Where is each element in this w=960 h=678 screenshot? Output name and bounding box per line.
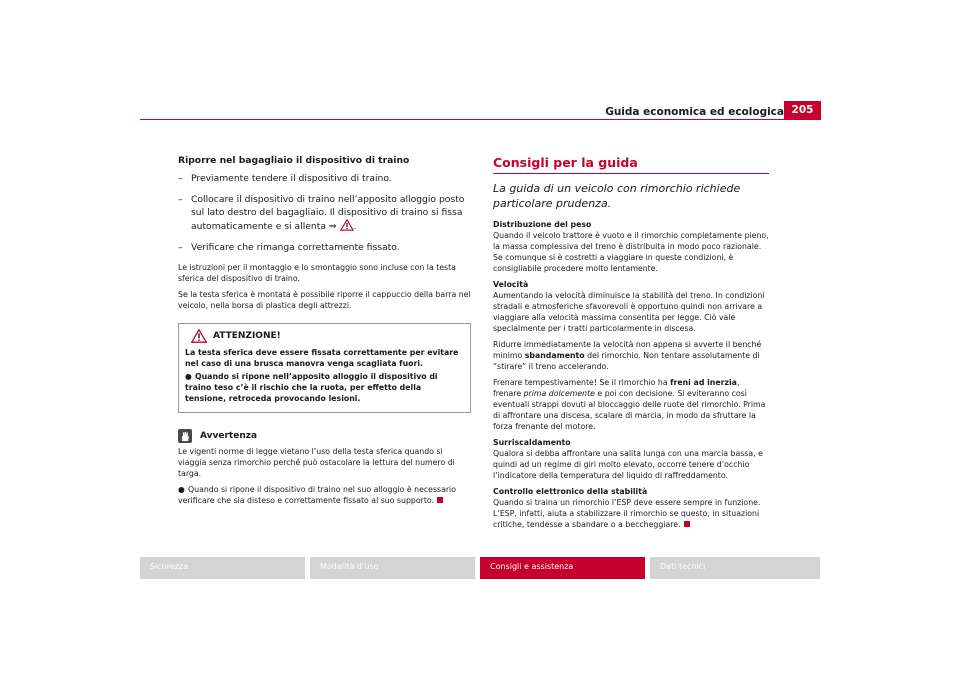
step-text: Verificare che rimanga correttamente fissato. (191, 242, 400, 253)
footer-tab-label: Consigli e assistenza (490, 562, 574, 571)
header-divider (140, 119, 820, 120)
topic-text (493, 377, 769, 432)
text-bold: freni ad inerzia (670, 378, 737, 387)
end-square-icon (684, 521, 690, 527)
step-dash: – (178, 194, 183, 205)
step-text: Previamente tendere il dispositivo di traino. (191, 173, 392, 184)
step-text: Collocare il dispositivo di traino nell’apposito alloggio posto sul lato destro del bagagliaio. Il dispositivo di traino si fissa automaticamente e si allenta ⇒ . (191, 194, 465, 232)
text-run: , frenare (493, 378, 740, 398)
bullet-icon: ● (178, 485, 185, 494)
info-paragraph: Le istruzioni per il montaggio e lo smontaggio sono incluse con la testa sferica del dispositivo di traino. (178, 263, 456, 283)
warning-box (178, 323, 471, 413)
text-italic: prima dolcemente (523, 389, 595, 398)
procedure-step (178, 172, 471, 185)
section-intro: La guida di un veicolo con rimorchio richiede particolare prudenza. (493, 182, 741, 210)
end-square-icon (437, 497, 443, 503)
warning-text-body: Quando si ripone nell’apposito alloggio il dispositivo di traino teso c’è il rischio che la ruota, per effetto della tensione, retroceda provocando lesioni. (185, 372, 438, 403)
left-column (178, 155, 471, 511)
topic-text (493, 497, 769, 530)
note-header (178, 429, 471, 443)
footer-tab-dati-tecnici[interactable] (650, 557, 820, 579)
section-title: Consigli per la guida (493, 155, 769, 174)
note-title: Avvertenza (200, 431, 258, 441)
topic-text-body: Quando si traina un rimorchio l’ESP deve essere sempre in funzione. L’ESP, infatti, aiuta a stabilizzare il rimorchio se questo, in situazioni critiche, tendesse a sbandare o a beccheggiare. (493, 498, 761, 529)
note-paragraph (178, 484, 471, 506)
procedure-title: Riporre nel bagagliaio il dispositivo di traino (178, 155, 410, 166)
note-hand-icon (178, 429, 192, 443)
footer-tab-sicurezza[interactable] (140, 557, 305, 579)
warning-triangle-icon (191, 329, 207, 343)
footer-tab-consigli-assistenza[interactable] (480, 557, 645, 579)
topic-heading: Distribuzione del peso (493, 220, 592, 229)
note-paragraph-body: Quando si ripone il dispositivo di traino nel suo alloggio è necessario verificare che sia disteso e correttamente fissato al suo supporto. (178, 485, 456, 505)
text-run: del rimorchio. Non tentare assolutamente di “stirare” il treno accelerando. (493, 351, 760, 371)
procedure-step (178, 193, 471, 233)
right-column (493, 155, 769, 535)
info-text (178, 262, 471, 311)
step-dash: – (178, 173, 183, 184)
text-run: Frenare tempestivamente! Se il rimorchio ha (493, 378, 671, 387)
footer-tab-label: Sicurezza (150, 562, 189, 571)
step-dash: – (178, 242, 183, 253)
footer-tab-label: Dati tecnici (660, 562, 706, 571)
warning-title: ATTENZIONE! (213, 331, 281, 341)
warning-text: La testa sferica deve essere fissata correttamente per evitare nel caso di una brusca manovra venga scagliata fuori. (185, 348, 459, 368)
warning-triangle-icon[interactable] (340, 219, 354, 231)
step-text-body: Collocare il dispositivo di traino nell’apposito alloggio posto sul lato destro del bagagliaio. Il dispositivo di traino si fissa automaticamente e si allenta ⇒ (191, 194, 465, 232)
topic-heading: Surriscaldamento (493, 438, 571, 447)
text-run: Ridurre immediatamente la velocità non appena si avverte il benché minimo (493, 340, 762, 360)
text-bold: sbandamento (524, 351, 585, 360)
topic-heading: Controllo elettronico della stabilità (493, 487, 648, 496)
page-number: 205 (784, 101, 821, 120)
info-paragraph: Se la testa sferica è montata è possibile riporre il cappuccio della barra nel veicolo, nella borsa di plastica degli attrezzi. (178, 290, 471, 310)
text-run: e poi con decisione. Si eviteranno così eventuali strappi dovuti al bloccaggio delle ruote del rimorchio. Prima di affrontare una discesa, scalare di marcia, in modo da sfruttare la forza frenante del motore. (493, 389, 766, 431)
note-paragraph: Le vigenti norme di legge vietano l’uso della testa sferica quando si viaggia senza rimorchio perché può ostacolare la lettura del numero di targa. (178, 447, 455, 478)
note-text (178, 446, 471, 506)
topic-text: Quando il veicolo trattore è vuoto e il rimorchio completamente pieno, la massa complessiva del treno è distribuita in modo poco razionale. Se comunque si è costretti a viaggiare in queste condizioni, è consigliabile procedere molto lentamente. (493, 231, 769, 273)
procedure-step (178, 241, 471, 254)
page-header-title: Guida economica ed ecologica (605, 106, 784, 118)
footer-tab-modalita-uso[interactable] (310, 557, 475, 579)
bullet-icon: ● (185, 372, 192, 381)
topic-heading: Velocità (493, 280, 529, 289)
warning-text (185, 371, 464, 404)
topic-text: Aumentando la velocità diminuisce la stabilità del treno. In condizioni stradali e atmosferiche sfavorevoli è opportuno quindi non arrivare a viaggiare alla velocità massima consentita per legge. Ciò vale specialmente per i tratti particolarmente in discesa. (493, 291, 765, 333)
topic-text: Qualora si debba affrontare una salita lunga con una marcia bassa, e quindi ad un regime di giri molto elevato, occorre tenere d’occhio l’indicatore della temperatura del liquido di raffreddamento. (493, 449, 763, 480)
topic-text (493, 339, 769, 372)
footer-tab-label: Modalità d’uso (320, 562, 379, 571)
warning-header (185, 329, 464, 343)
